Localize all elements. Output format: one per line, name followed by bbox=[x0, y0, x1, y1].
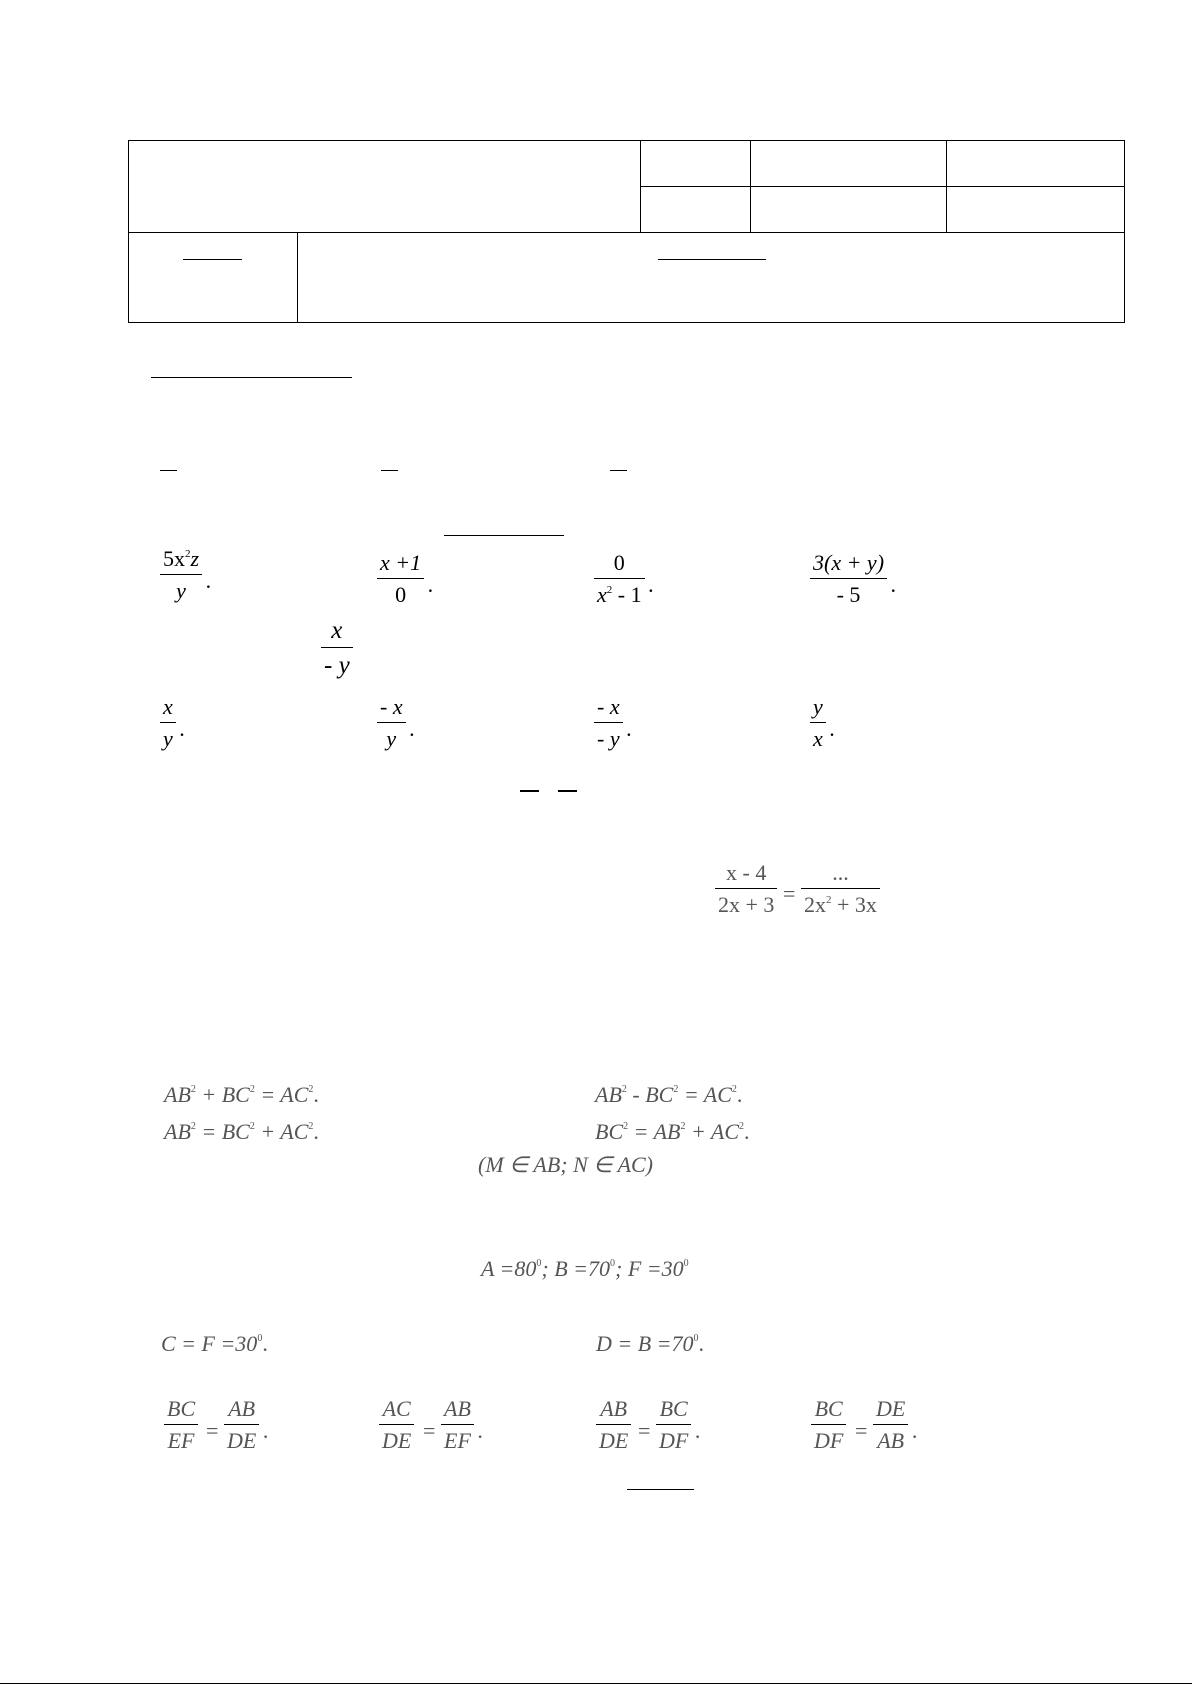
q2-option-b: x +1 0 . bbox=[377, 552, 424, 606]
q5-option-a: $AB^2 + BC^2 = AC^2$. bbox=[164, 1082, 319, 1107]
q3-option-d: y x . bbox=[810, 696, 826, 750]
header-cell bbox=[641, 187, 751, 233]
header-info-cell bbox=[298, 233, 1125, 323]
underline bbox=[183, 259, 242, 260]
header-cell bbox=[947, 141, 1125, 187]
q7-option-d: $\frac{BC}{DF}$ = DE AB . bbox=[811, 1398, 951, 1458]
q5-condition: (M ∈ AB; N ∈ AC) bbox=[478, 1152, 654, 1177]
option-marker bbox=[610, 470, 627, 471]
q6-option-b: $D = B =70^0$. bbox=[596, 1331, 705, 1356]
q2-option-c: 0 $x^2 - 1$ . bbox=[594, 552, 645, 606]
header-cell bbox=[947, 187, 1125, 233]
q6-angle-values: $A =80^0$; $B =70^0$; $F =30^0$ bbox=[481, 1256, 689, 1281]
q4-equation bbox=[715, 862, 895, 922]
option-marker bbox=[381, 470, 398, 471]
underline bbox=[444, 535, 564, 536]
option-marker bbox=[160, 470, 177, 471]
q2-option-d: 3(x + y) - 5 . bbox=[810, 552, 887, 606]
header-cell bbox=[641, 141, 751, 187]
q3-option-c: - x - y . bbox=[594, 696, 623, 750]
equals-sign: = bbox=[783, 881, 796, 906]
header-code-cell bbox=[129, 233, 298, 323]
q6-option-a: $C = F =30^0$. bbox=[161, 1331, 268, 1356]
q3-option-b: - x y . bbox=[377, 696, 406, 750]
option-marker bbox=[558, 790, 577, 792]
q5-option-b: $AB^2 - BC^2 = AC^2$. bbox=[595, 1082, 743, 1107]
page-bottom-rule bbox=[0, 1683, 1192, 1684]
q7-option-a: $\frac{BC}{EF}$ = AB DE . bbox=[164, 1398, 304, 1458]
q4-lhs-fraction: $\frac{x - 4}{2x + 3}$ bbox=[715, 862, 777, 916]
header-cell bbox=[751, 187, 947, 233]
q3-option-a: x y . bbox=[160, 696, 176, 750]
q5-option-c: $AB^2 = BC^2 + AC^2$. bbox=[164, 1119, 319, 1144]
q2-option-a: $5x^2z$ y . bbox=[160, 548, 202, 602]
q7-option-c: $\frac{AB}{DE}$ = BC DF . bbox=[596, 1398, 736, 1458]
q3-stem-fraction: $\frac{x}{- y}$ bbox=[321, 618, 353, 678]
underline bbox=[658, 259, 766, 260]
section-heading-underline bbox=[151, 377, 352, 378]
q7-option-b: $\frac{AC}{DE}$ = AB EF . bbox=[379, 1398, 519, 1458]
header-cell bbox=[751, 141, 947, 187]
q5-option-d: $BC^2 = AB^2 + AC^2$. bbox=[595, 1119, 750, 1144]
option-marker bbox=[520, 790, 539, 792]
header-title-cell bbox=[129, 141, 641, 233]
underline bbox=[627, 1489, 694, 1490]
q4-rhs-fraction: ... $2x^2 + 3x$ bbox=[801, 862, 880, 916]
header-table bbox=[128, 140, 1125, 323]
